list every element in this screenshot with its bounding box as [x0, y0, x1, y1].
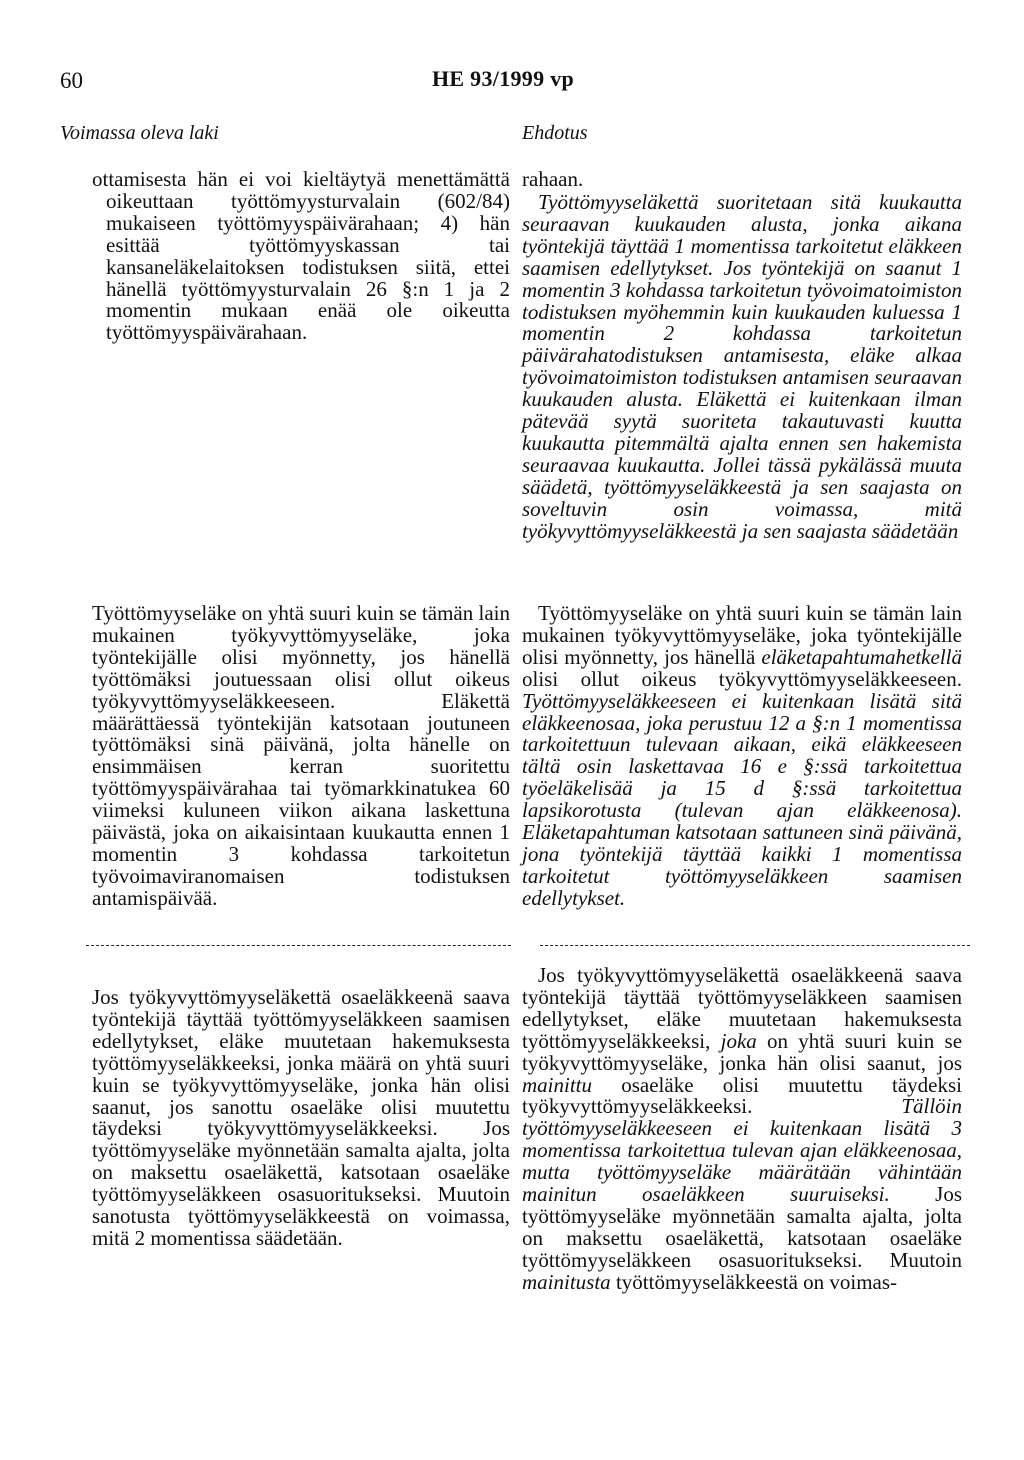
right-paragraph-1-continuation: rahaan.: [522, 167, 584, 191]
paragraph-text: Jos työkyvyttömyyseläkettä osaeläkkeenä saava työntekijä täyttää työttömyyseläkkeen saamisen edellytykset, eläke muutetaan hakemuksesta työttömyyseläkkeeksi,: [522, 963, 962, 1053]
left-dashed-separator: [86, 945, 511, 946]
italic-amendment: mainitusta: [522, 1269, 611, 1294]
italic-amendment: Työttömyyseläkettä suoritetaan sitä kuukautta seuraavan kuukauden alusta, jonka aikana työntekijä täyttää 1 momentissa tarkoitetut eläkkeen saamisen edellytykset. Jos työntekijä on saanut 1 momentin 3 kohdassa tarkoitetun työvoimatoimiston todistuksen myöhemmin kuin kuukauden kuluessa 1 momentin 2 kohdassa tarkoitetun päivärahatodistuksen antamisesta, eläke alkaa työvoimatoimiston todistuksen antamisen seuraavan kuukauden alusta. Eläkettä ei kuitenkaan ilman pätevää syytä suoriteta takautuvasti kuutta kuukautta pitemmältä ajalta ennen sen hakemista seuraavaa kuukautta. Jollei tässä pykälässä muuta säädetä, työttömyyseläkkeestä ja sen saajasta on soveltuvin osin voimassa, mitä työkyvyttömyyseläkkeestä ja sen saajasta säädetään: [522, 190, 962, 543]
paragraph-text: on yhtä suuri kuin se työkyvyttömyyseläke, jonka hän olisi saanut, jos: [522, 1028, 963, 1075]
paragraph-text: osaeläke olisi muutettu täydeksi työkyvyttömyyseläkkeeksi.: [522, 1072, 962, 1119]
right-paragraph-2: [522, 603, 962, 910]
document-id: HE 93/1999 vp: [432, 66, 575, 91]
italic-amendment: Tällöin työttömyyseläkkeeseen ei kuitenkaan lisätä 3 momentissa tarkoitettua tulevan ajan eläkkeenosaa, mutta työttömyyseläke määrätään vähintään mainitun osaeläkkeen suuruiseksi.: [522, 1094, 962, 1207]
right-paragraph-1-proposal: [522, 192, 962, 543]
paragraph-text: olisi ollut oikeus työkyvyttömyyseläkkeeseen.: [522, 666, 962, 691]
left-paragraph-1: ottamisesta hän ei voi kieltäytyä menettämättä oikeuttaan työttömyysturvalain (602/84) mukaiseen työttömyyspäivärahaan; 4) hän esittää työttömyyskassan tai kansaneläkelaitoksen todistuksen siitä, ettei hänellä työttömyysturvalain 26 §:n 1 ja 2 momentin mukaan enää ole oikeutta työttömyyspäivärahaan.: [92, 167, 510, 345]
italic-amendment: mainittu: [522, 1072, 593, 1097]
right-column-heading: Ehdotus: [522, 122, 588, 144]
paragraph-text: työttömyyseläkkeestä on voimas-: [615, 1269, 898, 1294]
left-paragraph-3: Jos työkyvyttömyyseläkettä osaeläkkeenä saava työntekijä täyttää työttömyyseläkkeen saamisen edellytykset, eläke muutetaan hakemuksesta työttömyyseläkkeeksi, jonka määrä on yhtä suuri kuin se työkyvyttömyyseläke, jonka hän olisi saanut, jos sanottu osaeläke olisi muutettu täydeksi työkyvyttömyyseläkkeeksi. Jos työttömyyseläke myönnetään samalta ajalta, jolta on maksettu osaeläkettä, katsotaan osaeläke työttömyyseläkkeen osasuoritukseksi. Muutoin sanotusta työttömyyseläkkeestä on voimassa, mitä 2 momentissa säädetään.: [92, 985, 510, 1250]
italic-amendment: joka: [720, 1028, 757, 1053]
right-paragraph-3: [522, 965, 962, 1294]
left-column-heading: Voimassa oleva laki: [60, 122, 219, 144]
left-paragraph-2: Työttömyyseläke on yhtä suuri kuin se tämän lain mukainen työkyvyttömyyseläke, joka työntekijälle olisi myönnetty, jos hänellä työttömäksi joutuessaan olisi ollut oikeus työkyvyttömyyseläkkeeseen. Eläkettä määrättäessä työntekijän katsotaan joutuneen työttömäksi sinä päivänä, jolta hänelle on ensimmäisen kerran suoritettu työttömyyspäivärahaa tai työmarkkinatukea 60 viimeksi kuluneen viikon aikana laskettuna päivästä, joka on aikaisintaan kuukautta ennen 1 momentin 3 kohdassa tarkoitetun työvoimaviranomaisen todistuksen antamispäivää.: [92, 601, 510, 910]
paragraph-text: Työttömyyseläke on yhtä suuri kuin se tämän lain mukainen työkyvyttömyyseläke, joka työntekijälle olisi myönnetty, jos hänellä: [522, 601, 962, 669]
italic-amendment: Työttömyyseläkkeeseen ei kuitenkaan lisätä sitä eläkkeenosaa, joka perustuu 12 a §:n 1 momentissa tarkoitettuun tulevaan aikaan, eikä eläkkeeseen tältä osin laskettavaa 16 e §:ssä tarkoitettua työeläkelisää ja 15 d §:ssä tarkoitettua lapsikorotusta (tulevan ajan eläkkeenosa). Eläketapahtuman katsotaan sattuneen sinä päivänä, jona työntekijä täyttää kaikki 1 momentissa tarkoitetut työttömyyseläkkeen saamisen edellytykset.: [522, 688, 962, 910]
paragraph-text: Jos työttömyyseläke myönnetään samalta ajalta, jolta on maksettu osaeläkettä, katsotaan osaeläke työttömyyseläkkeen osasuoritukseksi. Muutoin: [522, 1182, 963, 1272]
page-number: 60: [60, 68, 83, 93]
italic-amendment: eläketapahtumahetkellä: [761, 644, 962, 669]
right-dashed-separator: [540, 945, 970, 946]
